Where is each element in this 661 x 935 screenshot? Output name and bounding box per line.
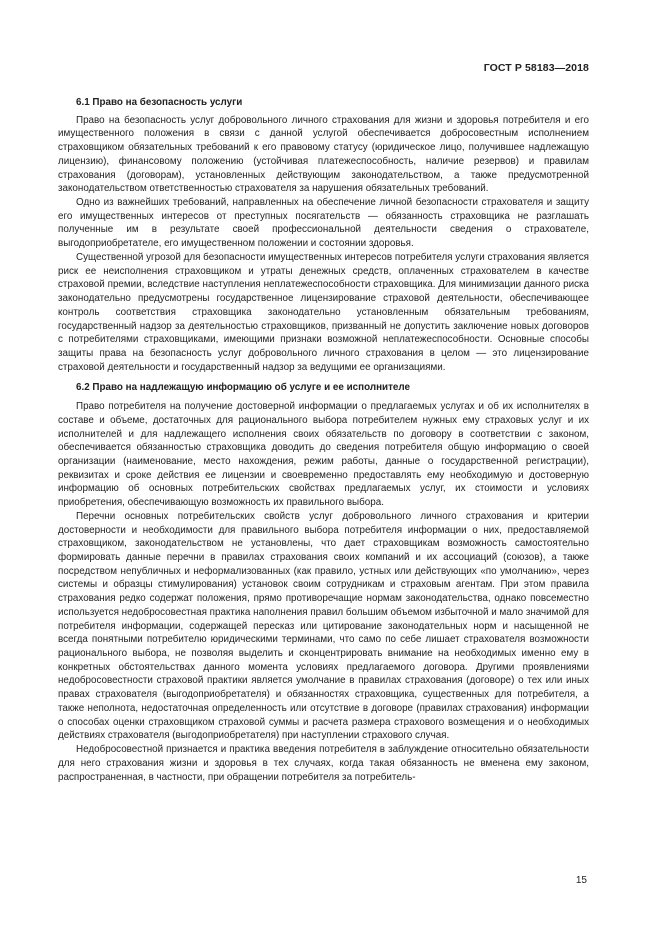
standard-designation: ГОСТ Р 58183—2018 xyxy=(483,62,589,74)
paragraph: Одно из важнейших требований, направленных на обеспечение личной безопасности страхователя и защиту его имущественных интересов от преступных посягательств — обязанность страховщика не разглашать полученные им в результате своей профессиональной деятельности сведения о страхователе, выгодоприобретателе, его имущественном положении и состоянии здоровья. xyxy=(58,197,589,250)
paragraph: Перечни основных потребительских свойств услуг добровольного личного страхования и критерии достоверности и необходимости для правильного выбора потребителя информации о них, предоставляемой страховщиком, законодательством не установлены, что дает страховщикам возможность самостоятельно формировать данные перечни в правилах страхования своих компаний и их ассоциаций (союзов), а также посредством непубличных и неформализованных (как правило, устных или действующих «по умолчанию», через системы и образцы стимулирования) установок своим сотрудникам и страховым агентам. При этом правила страхования редко содержат положения, прямо противоречащие нормам законодательства, однако повсеместно используется недобросовестная практика наполнения правил большим объемом избыточной и мало значимой для потребителя информации, содержащей пересказ или цитирование законодательных норм и насыщенной не всегда понятными потребителю юридическими терминами, что само по себе лишает страхователя возможности рационального выбора, не позволяя выделить и сконцентрировать внимание на необходимых именно ему в конкретных обстоятельствах данного момента условиях предлагаемого договора. Другими проявлениями недобросовестности страховой практики является умолчание в правилах страхования (договоре) о тех или иных правах страхователя (выгодоприобретателя) и обязанностях страховщика, существенных для потребителя, а также неполнота, недостаточная определенность или отсутствие в договоре (правилах страхования) информации о способах оценки страховщиком страховой суммы и расчета размера страхового возмещения и о необходимых действиях страхователя (выгодоприобретателя) при наступлении страхового случая. xyxy=(58,510,589,742)
section-heading-6-2: 6.2 Право на надлежащую информацию об услуге и ее исполнителе xyxy=(76,382,410,394)
paragraph: Право на безопасность услуг добровольного личного страхования для жизни и здоровья потребителя и его имущественного положения в связи с данной услугой обеспечивается добросовестным исполнением страховщиком обязательных требований к его правовому статусу (юридическое лицо, получившее надлежащую лицензию), финансовому положению (устойчивая платежеспособность, наличие резервов) и правилам страхования (договорам), установленных действующим законодательством, а также предусмотренной законодательством ответственностью страхователя за нарушения обязательных требований. xyxy=(58,114,589,195)
paragraph: Право потребителя на получение достоверной информации о предлагаемых услугах и об их исполнителях в составе и объеме, достаточных для рационального выбора потребителем нужных ему страховых услуг и их исполнителей и для надлежащего исполнения своих обязательств по договору в соответствии с законом, обеспечивается обязанностью страховщика доводить до сведения потребителя общую информацию о своей организации (наименование, место нахождения, режим работы, данные о государственной регистрации), реквизитах и сроке действия ее лицензии и своевременно предоставлять ему необходимую и достоверную информацию об основных потребительских свойствах предлагаемых услуг, их стоимости и условиях приобретения, обеспечивающую возможность их правильного выбора. xyxy=(58,401,589,509)
paragraph: Недобросовестной признается и практика введения потребителя в заблуждение относительно обязательности для него страхования жизни и здоровья в тех случаях, когда такая обязанность не вменена ему законом, распространенная, в частности, при обращении потребителя за потребитель- xyxy=(58,744,589,783)
section-heading-6-1: 6.1 Право на безопасность услуги xyxy=(76,97,243,108)
page-number: 15 xyxy=(575,875,587,886)
paragraph: Существенной угрозой для безопасности имущественных интересов потребителя услуги страхования является риск ее неисполнения страховщиком и утраты денежных средств, оплаченных страхователем в качестве страховой премии, вследствие наступления неплатежеспособности страховщика. Для минимизации данного риска законодательно предусмотрены государственное лицензирование страховой деятельности, обеспечивающее контроль соответствия страховщика законодательно установленным обязательным требованиям, государственный надзор за деятельностью страховщиков, призванный не допустить заключение новых договоров с потребителями страховщиками, имеющими признаки возможной неплатежеспособности. Основные способы защиты права на безопасность услуг добровольного личного страхования в целом — это лицензирование страховой деятельности и государственный надзор за ведущими ее организациями. xyxy=(58,251,589,373)
document-body xyxy=(58,92,589,784)
